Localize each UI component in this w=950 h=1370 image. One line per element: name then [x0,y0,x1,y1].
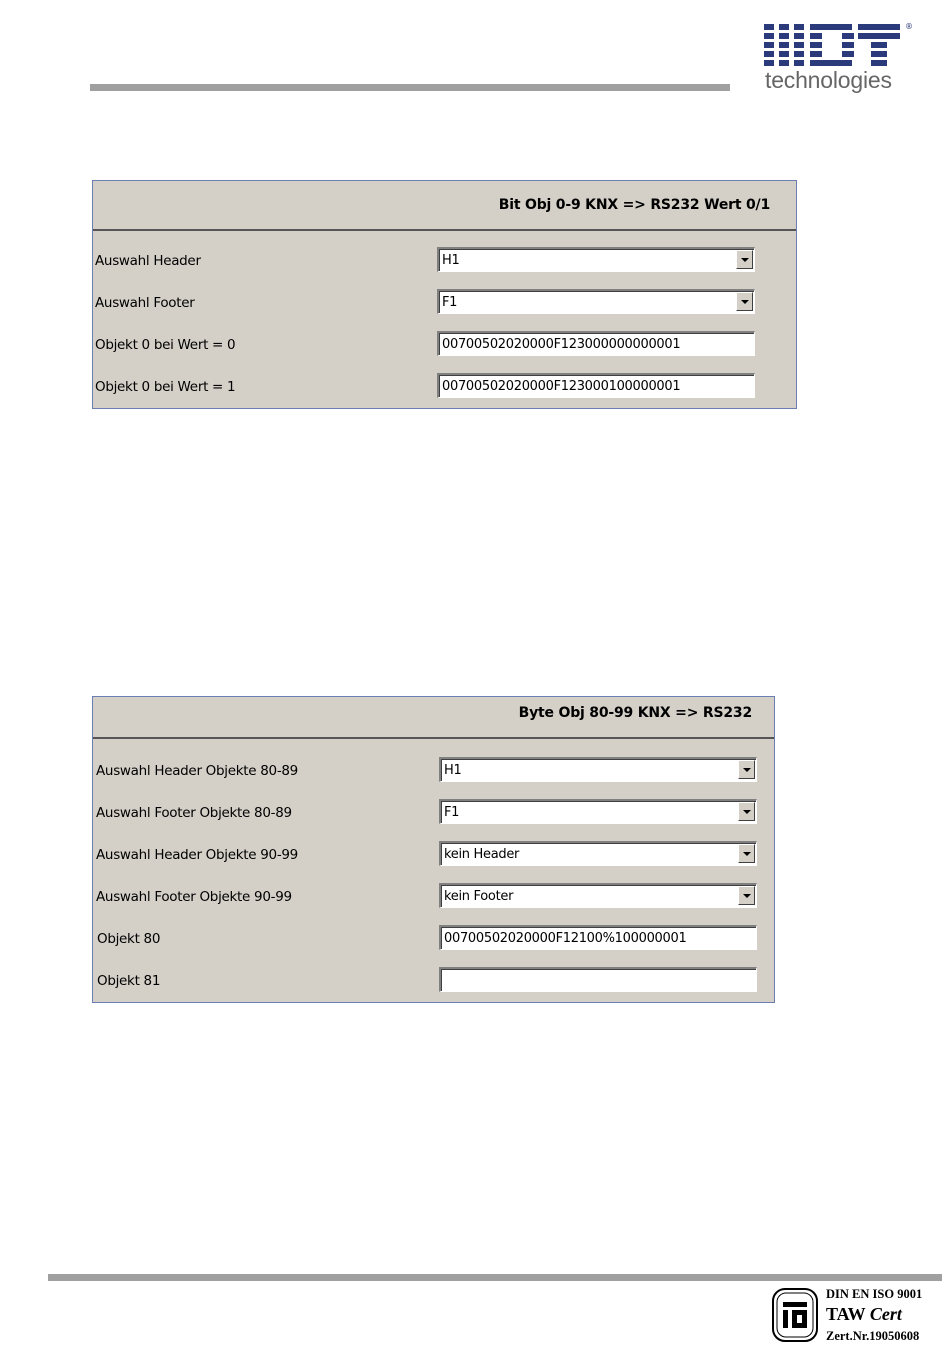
row-header-90-99 [93,841,774,869]
cert-number: Zert.Nr.19050608 [826,1329,920,1343]
chevron-down-icon [741,300,749,304]
field-label: Objekt 0 bei Wert = 0 [95,337,236,353]
object-81-input[interactable] [439,967,757,992]
dropdown-value: H1 [442,253,460,268]
footer-rule [48,1274,942,1281]
panel-title: Bit Obj 0-9 KNX => RS232 Wert 0/1 [498,197,770,213]
row-header-select [93,247,796,275]
dropdown-value: kein Footer [444,889,514,904]
chevron-down-icon [743,852,751,856]
certification-mark [772,1287,942,1347]
panel-title: Byte Obj 80-99 KNX => RS232 [518,705,752,721]
row-object-81 [93,967,774,995]
object0-value1-input[interactable] [437,373,755,398]
mdt-logo [764,22,914,102]
field-label: Auswahl Footer [95,295,195,311]
row-object0-value0 [93,331,796,359]
mdt-wordmark [764,22,900,68]
field-label: Auswahl Footer Objekte 80-89 [96,805,292,821]
header-80-89-dropdown[interactable] [439,757,757,782]
object-80-input[interactable] [439,925,757,950]
iso-standard: DIN EN ISO 9001 [826,1287,923,1301]
row-footer-select [93,289,796,317]
header-rule [90,84,730,91]
dropdown-value: H1 [444,763,462,778]
field-label: Auswahl Header Objekte 90-99 [96,847,298,863]
bit-object-panel [92,180,797,409]
registered-mark: ® [905,22,913,31]
object0-value0-input[interactable] [437,331,755,356]
row-object-80 [93,925,774,953]
chevron-down-icon [743,768,751,772]
chevron-down-icon [743,810,751,814]
field-label: Auswahl Header Objekte 80-89 [96,763,298,779]
dropdown-button[interactable] [736,250,753,269]
dropdown-button[interactable] [738,886,755,905]
field-label: Objekt 0 bei Wert = 1 [95,379,236,395]
input-value: 00700502020000F123000000000001 [442,337,681,352]
dropdown-value: F1 [442,295,458,310]
row-object0-value1 [93,373,796,401]
chevron-down-icon [741,258,749,262]
footer-dropdown[interactable] [437,289,755,314]
field-label: Objekt 81 [97,973,161,989]
field-label: Auswahl Header [95,253,201,269]
dropdown-button[interactable] [738,802,755,821]
input-value: 00700502020000F123000100000001 [442,379,681,394]
panel-header [93,181,796,231]
row-header-80-89 [93,757,774,785]
field-label: Objekt 80 [97,931,161,947]
row-footer-80-89 [93,799,774,827]
panel-header [93,697,774,739]
dropdown-button[interactable] [738,844,755,863]
dropdown-button[interactable] [738,760,755,779]
cert-body-b: Cert [869,1304,902,1324]
chevron-down-icon [743,894,751,898]
field-label: Auswahl Footer Objekte 90-99 [96,889,292,905]
dropdown-value: F1 [444,805,460,820]
byte-object-panel [92,696,775,1003]
ta-cert-logo [772,1288,818,1342]
footer-80-89-dropdown[interactable] [439,799,757,824]
row-footer-90-99 [93,883,774,911]
cert-body-a: TAW [826,1304,870,1324]
footer-90-99-dropdown[interactable] [439,883,757,908]
cert-body [826,1304,902,1325]
input-value: 00700502020000F12100%100000001 [444,931,687,946]
logo-subtitle: technologies [765,67,892,93]
dropdown-value: kein Header [444,847,520,862]
header-90-99-dropdown[interactable] [439,841,757,866]
dropdown-button[interactable] [736,292,753,311]
header-dropdown[interactable] [437,247,755,272]
